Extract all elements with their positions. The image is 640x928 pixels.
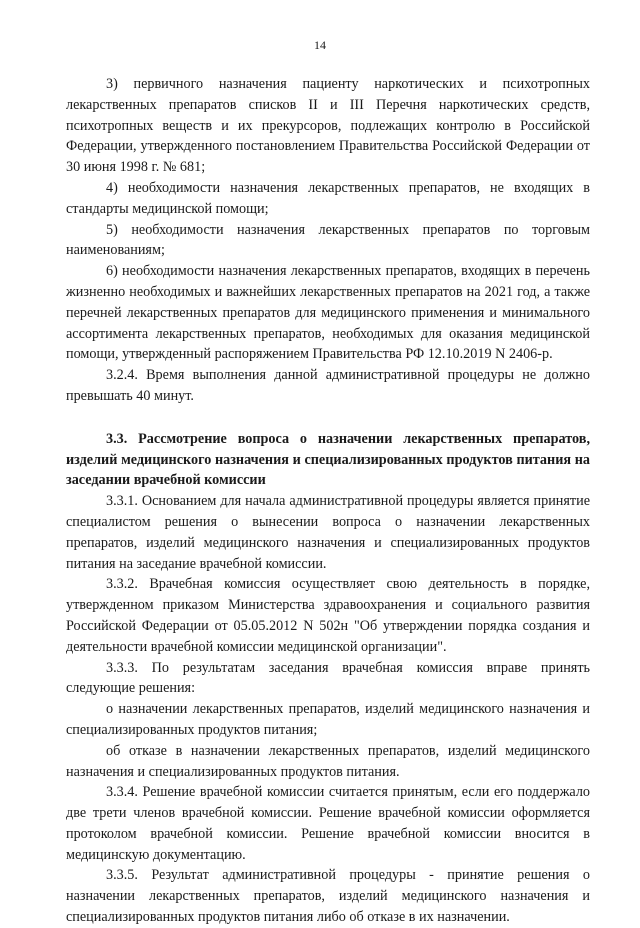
paragraph-3-3-3: 3.3.3. По результатам заседания врачебная комиссия вправе принять следующие решения: <box>66 659 590 697</box>
section-heading-3-3: 3.3. Рассмотрение вопроса о назначении лекарственных препаратов, изделий медицинского назначения и специализированных продуктов питания на заседании врачебной комиссии <box>66 430 590 489</box>
decision-option-refuse: об отказе в назначении лекарственных препаратов, изделий медицинского назначения и специализированных продуктов питания. <box>66 742 590 780</box>
paragraph-item-3: 3) первичного назначения пациенту наркотических и психотропных лекарственных препаратов списков II и III Перечня наркотических средств, психотропных веществ и их прекурсоров, подлежащих контролю в Российской Федерации, утвержденного постановлением Правительства Российской Федерации от 30 июня 1998 г. № 681; <box>66 76 590 176</box>
paragraph-3-3-5: 3.3.5. Результат административной процедуры - принятие решения о назначении лекарственных препаратов, изделий медицинского назначения и специализированных продуктов питания либо об отказе в их назначении. <box>66 867 590 926</box>
decision-option-approve: о назначении лекарственных препаратов, изделий медицинского назначения и специализированных продуктов питания; <box>66 701 590 738</box>
paragraph-3-3-1: 3.3.1. Основанием для начала административной процедуры является принятие специалистом решения о вынесении вопроса о назначении лекарственных препаратов, изделий медицинского назначения и специализированных продуктов питания на заседание врачебной комиссии. <box>66 493 590 572</box>
paragraph-3-2-4: 3.2.4. Время выполнения данной административной процедуры не должно превышать 40 минут. <box>66 367 590 404</box>
paragraph-3-3-2: 3.3.2. Врачебная комиссия осуществляет свою деятельность в порядке, утвержденном приказом Министерства здравоохранения и социального развития Российской Федерации от 05.05.2012 N 502н "Об утверждении порядка создания и деятельности врачебной комиссии медицинской организации". <box>66 576 590 655</box>
page-number: 14 <box>314 38 326 52</box>
paragraph-3-3-4: 3.3.4. Решение врачебной комиссии считается принятым, если его поддержало две трети членов врачебной комиссии. Решение врачебной комиссии оформляется протоколом врачебной комиссии. Решение врачебной комиссии вносится в медицинскую документацию. <box>66 784 590 863</box>
paragraph-item-4: 4) необходимости назначения лекарственных препаратов, не входящих в стандарты медицинской помощи; <box>66 179 590 217</box>
paragraph-item-5: 5) необходимости назначения лекарственных препаратов по торговым наименованиям; <box>66 221 590 259</box>
document-body <box>66 74 590 928</box>
paragraph-item-6: 6) необходимости назначения лекарственных препаратов, входящих в перечень жизненно необходимых и важнейших лекарственных препаратов на 2021 год, а также перечней лекарственных препаратов для медицинского применения и минимального ассортимента лекарственных препаратов, необходимых для оказания медицинской помощи, утвержденный распоряжением Правительства РФ 12.10.2019 N 2406-р. <box>66 263 590 363</box>
